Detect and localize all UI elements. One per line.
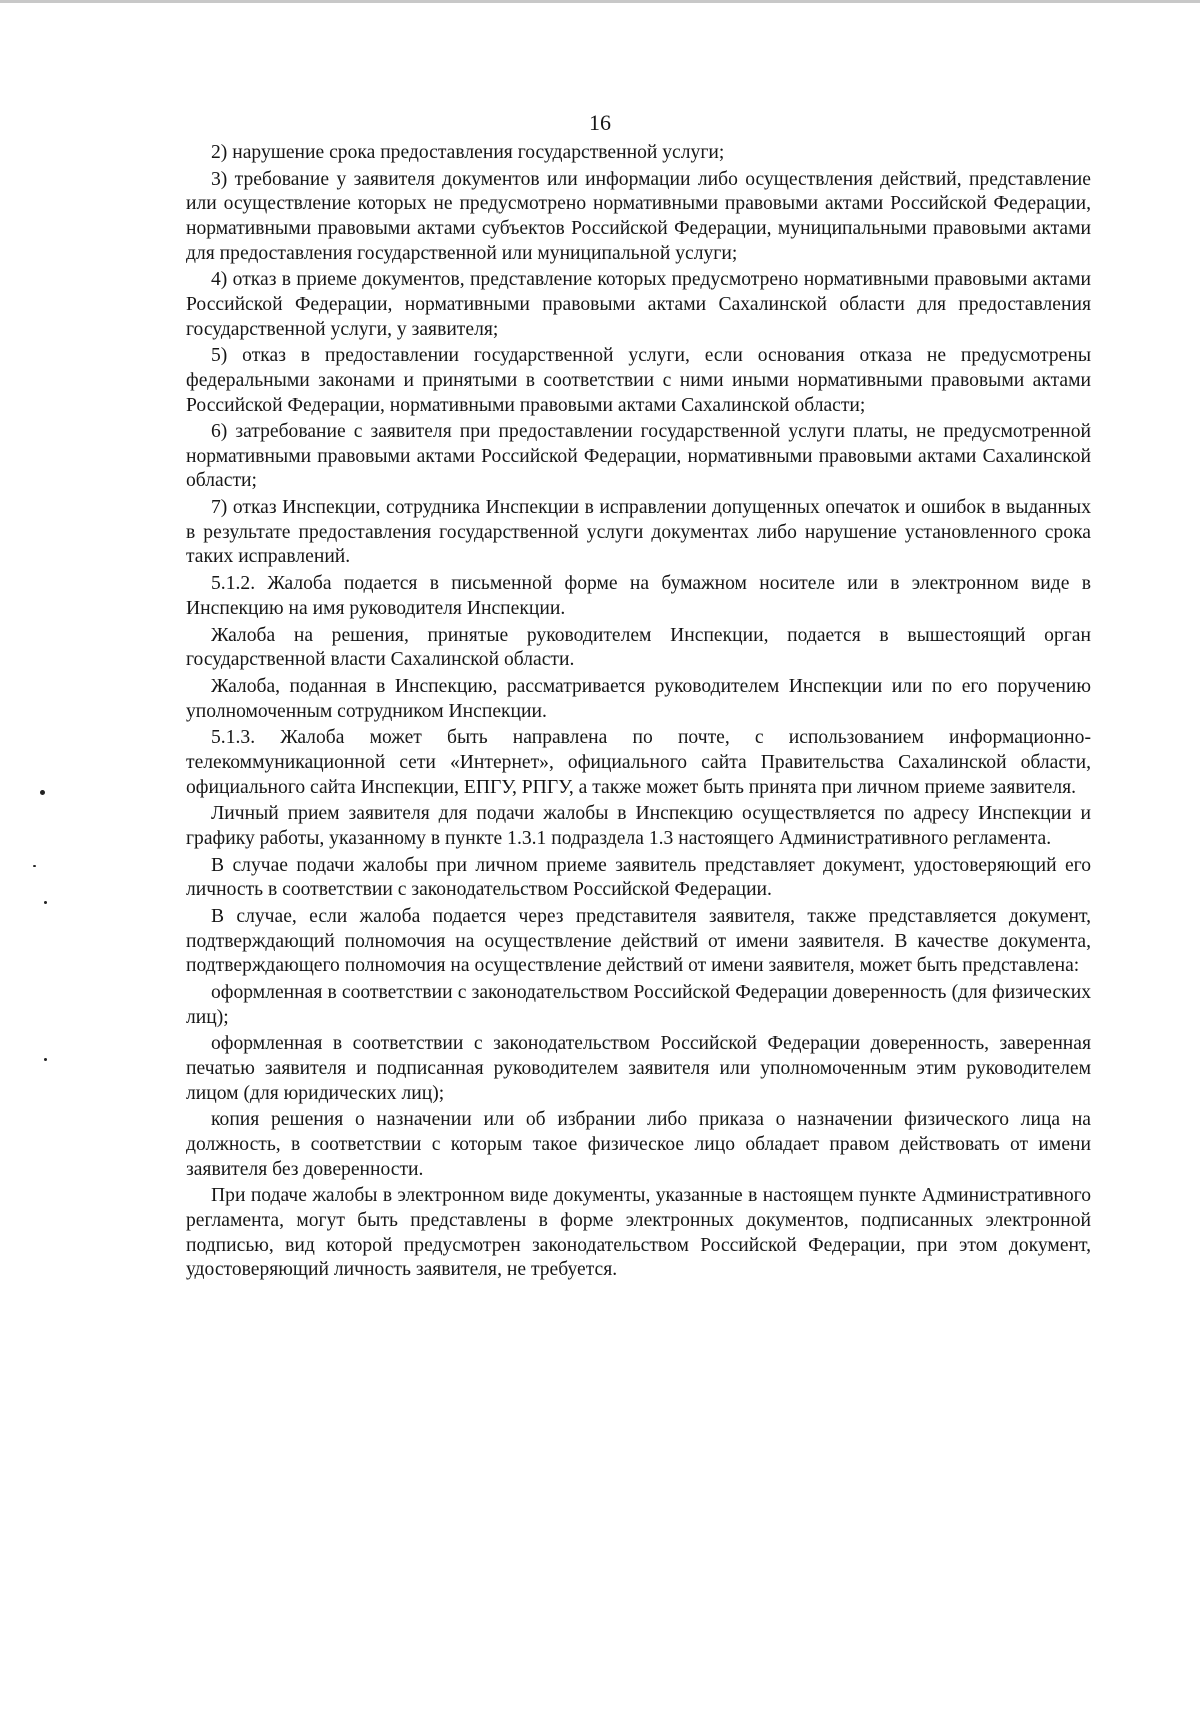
paragraph-item-6: 6) затребование с заявителя при предоставлении государственной услуги платы, не предусмотренной нормативными правовыми актами Российской Федерации, нормативными правовыми актами Сахалинской области; [186,421,1091,492]
page-number: 16 [589,110,611,135]
paragraph-identity-document: В случае подачи жалобы при личном приеме заявитель представляет документ, удостоверяющий его личность в соответствии с законодательством Российской Федерации. [186,854,1091,901]
document-body [186,141,1091,1285]
paragraph-representative: В случае, если жалоба подается через представителя заявителя, также представляется документ, подтверждающий полномочия на осуществление действий от имени заявителя. В качестве документа, подтверждающего полномочия на осуществление действий от имени заявителя, может быть представлена: [186,906,1091,977]
paragraph-electronic-submission: При подаче жалобы в электронном виде документы, указанные в настоящем пункте Административного регламента, могут быть представлены в форме электронных документов, подписанных электронной подписью, вид которой предусмотрен законодательством Российской Федерации, при этом документ, удостоверяющий личность заявителя, не требуется. [186,1185,1091,1281]
paragraph-appointment-copy: копия решения о назначении или об избрании либо приказа о назначении физического лица на должность, в соответствии с которым такое физическое лицо обладает правом действовать от имени заявителя без доверенности. [186,1109,1091,1180]
paragraph-5-1-2: 5.1.2. Жалоба подается в письменной форме на бумажном носителе или в электронном виде в Инспекцию на имя руководителя Инспекции. [186,573,1091,619]
paragraph-power-of-attorney-legal-entities: оформленная в соответствии с законодательством Российской Федерации доверенность, заверенная печатью заявителя и подписанная руководителем заявителя или уполномоченным этим руководителем лицом (для юридических лиц); [186,1033,1091,1104]
paragraph-personal-reception: Личный прием заявителя для подачи жалобы в Инспекцию осуществляется по адресу Инспекции и графику работы, указанному в пункте 1.3.1 подраздела 1.3 настоящего Административного регламента. [186,803,1091,849]
scan-edge-line [0,0,1200,3]
paragraph-power-of-attorney-individuals: оформленная в соответствии с законодательством Российской Федерации доверенность (для физических лиц); [186,982,1091,1028]
paragraph-item-4: 4) отказ в приеме документов, представление которых предусмотрено нормативными правовыми актами Российской Федерации, нормативными правовыми актами Сахалинской области для предоставления государственной услуги, у заявителя; [186,269,1091,340]
scan-speck [40,790,45,795]
paragraph-appeal-higher-authority: Жалоба на решения, принятые руководителем Инспекции, подается в вышестоящий орган государственной власти Сахалинской области. [186,624,1091,671]
paragraph-5-1-3: 5.1.3. Жалоба может быть направлена по почте, с использованием информационно-телекоммуникационной сети «Интернет», официального сайта Правительства Сахалинской области, официального сайта Инспекции, ЕПГУ, РПГУ, а также может быть принята при личном приеме заявителя. [186,727,1091,798]
scan-speck [33,865,36,867]
scan-speck [44,1058,47,1061]
paragraph-item-7: 7) отказ Инспекции, сотрудника Инспекции в исправлении допущенных опечаток и ошибок в выданных в результате предоставления государственной услуги документах либо нарушение установленного срока таких исправлений. [186,497,1091,568]
paragraph-item-5: 5) отказ в предоставлении государственной услуги, если основания отказа не предусмотрены федеральными законами и принятыми в соответствии с ними иными нормативными правовыми актами Российской Федерации, нормативными правовыми актами Сахалинской области; [186,345,1091,416]
paragraph-item-2: 2) нарушение срока предоставления государственной услуги; [211,142,725,163]
scan-speck [44,901,47,904]
paragraph-appeal-review: Жалоба, поданная в Инспекцию, рассматривается руководителем Инспекции или по его поручению уполномоченным сотрудником Инспекции. [186,675,1091,722]
paragraph-item-3: 3) требование у заявителя документов или информации либо осуществления действий, представление или осуществление которых не предусмотрено нормативными правовыми актами Российской Федерации, нормативными правовыми актами субъектов Российской Федерации, муниципальными правовыми актами для предоставления государственной или муниципальной услуги; [186,168,1091,264]
